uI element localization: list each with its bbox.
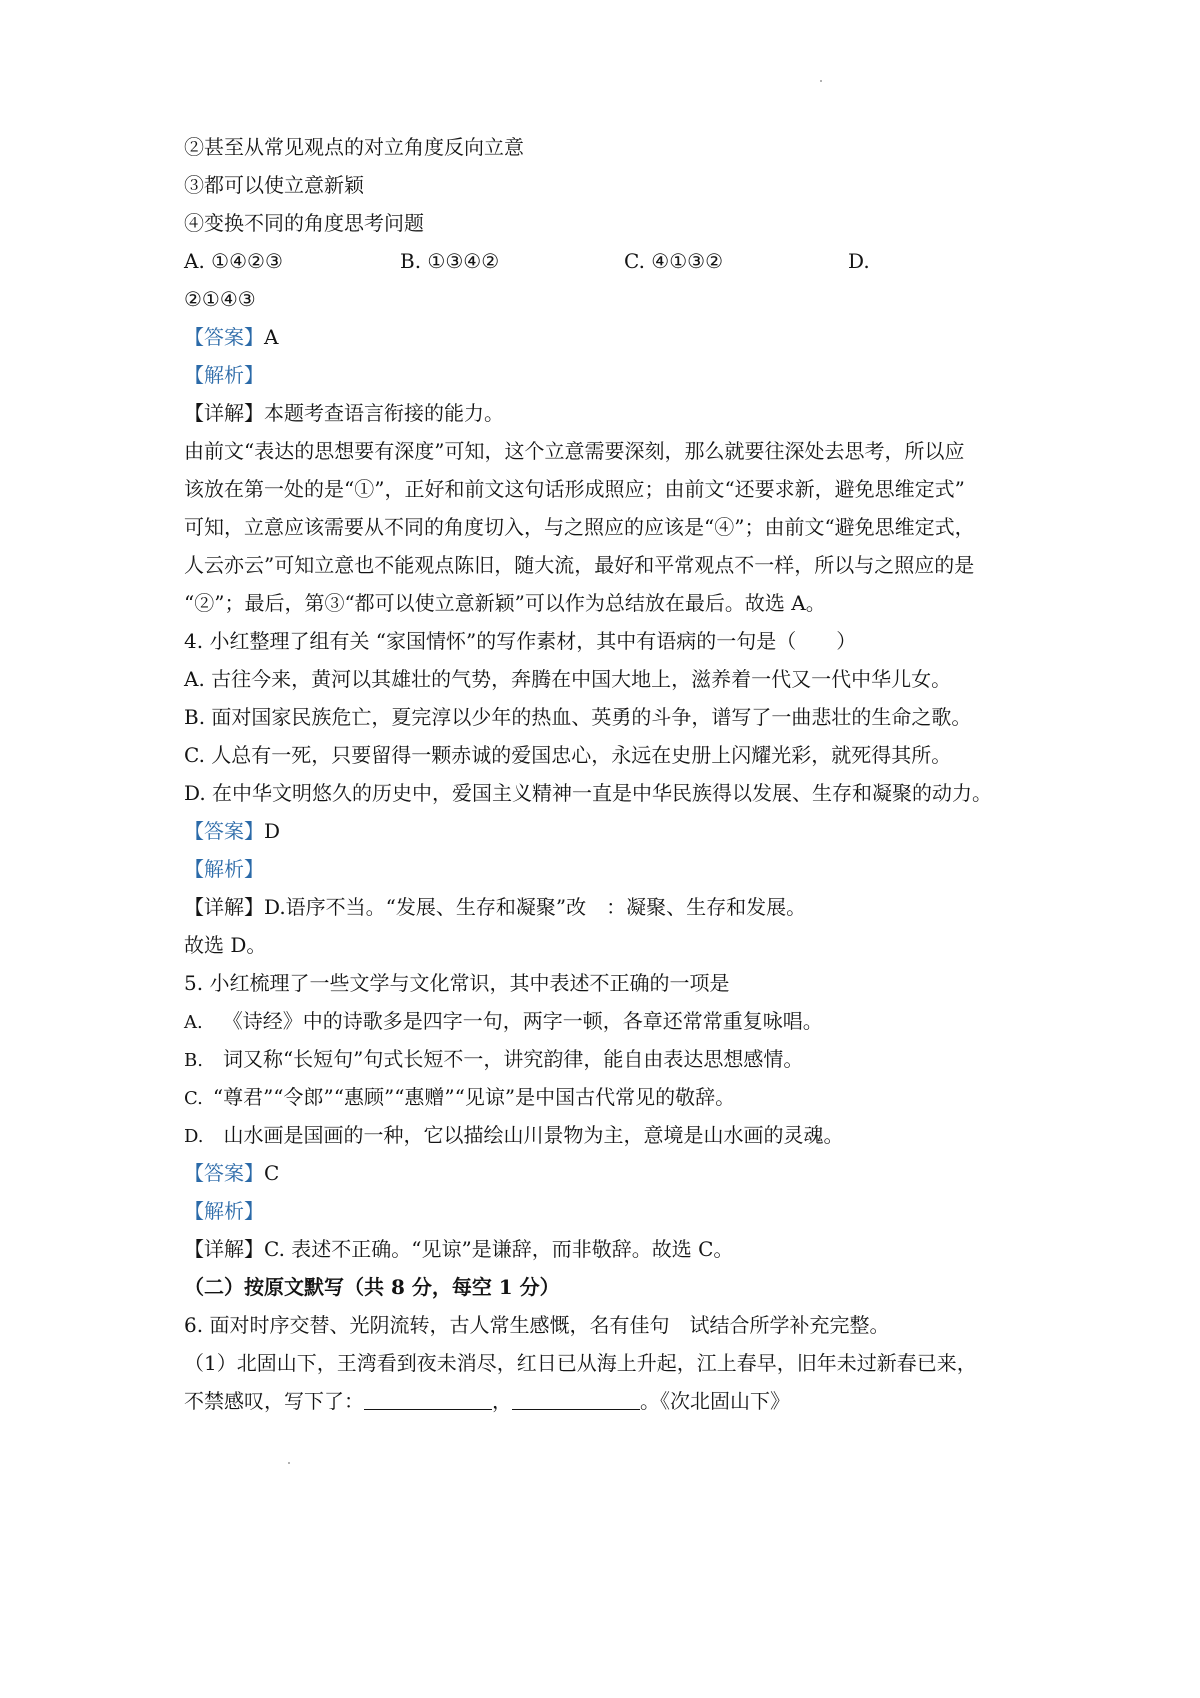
q3-detail: [184, 399, 504, 427]
q3-option-4: ④变换不同的角度思考问题: [184, 211, 424, 235]
fill-blank-1[interactable]: [364, 1391, 492, 1410]
q3-choice-a: A. ①④②③: [184, 249, 283, 273]
q4-option-c: C. 人总有一死，只要留得一颗赤诚的爱国忠心，永远在史册上闪耀光彩，就死得其所。: [184, 743, 952, 767]
q4-detail: [184, 893, 806, 921]
q6-stem: 6. 面对时序交替、光阴流转，古人常生感慨，名有佳句 试结合所学补充完整。: [184, 1313, 890, 1337]
q5-answer: [184, 1159, 279, 1187]
q6-part-1-line-1: （1）北固山下，王湾看到夜未消尽，红日已从海上升起，江上春早，旧年未过新春已来，: [184, 1351, 977, 1375]
q5-b-letter: B.: [184, 1050, 203, 1071]
scan-speck: [820, 80, 822, 82]
q4-stem: 4. 小红整理了组有关 “家国情怀”的写作素材，其中有语病的一句是（ ）: [184, 629, 857, 653]
q5-b-text: 词又称“长短句”句式长短不一，讲究韵律，能自由表达思想感情。: [222, 1047, 804, 1071]
q4-option-b: B. 面对国家民族危亡，夏完淳以少年的热血、英勇的斗争，谱写了一曲悲壮的生命之歌。: [184, 705, 972, 729]
q4-analysis-label: 【解析】: [184, 857, 264, 881]
q6-part-1-lead: 不禁感叹，写下了：: [184, 1389, 364, 1413]
q6-part-1-line-2: [184, 1387, 790, 1415]
q3-explain-line: 由前文“表达的思想要有深度”可知，这个立意需要深刻，那么就要往深处去思考，所以应: [184, 439, 965, 463]
q5-c-letter: C.: [184, 1088, 203, 1109]
q5-option-a: [184, 1007, 823, 1037]
fill-blank-2[interactable]: [512, 1391, 640, 1410]
q3-explain-line: 该放在第一处的是“①”，正好和前文这句话形成照应；由前文“还要求新，避免思维定式”: [184, 477, 965, 501]
q3-option-3: ③都可以使立意新颖: [184, 173, 364, 197]
q5-option-b: [184, 1045, 803, 1075]
q4-answer: [184, 817, 280, 845]
q3-choice-c: C. ④①③②: [624, 249, 724, 273]
detail-label: 【详解】: [184, 1237, 264, 1261]
q5-analysis-label: 【解析】: [184, 1199, 264, 1223]
q5-c-text: “尊君”“令郎”“惠顾”“惠赠”“见谅”是中国古代常见的敬辞。: [212, 1085, 736, 1109]
q5-option-c: [184, 1083, 735, 1113]
q3-explain-line: 人云亦云”可知立意也不能观点陈旧，随大流，最好和平常观点不一样，所以与之照应的是: [184, 553, 975, 577]
q3-analysis-label: 【解析】: [184, 363, 264, 387]
q3-explain-line: 可知，立意应该需要从不同的角度切入，与之照应的应该是“④”；由前文“避免思维定式，: [184, 515, 975, 539]
q5-stem: 5. 小红梳理了一些文学与文化常识，其中表述不正确的一项是: [184, 971, 730, 995]
q3-choice-d: D.: [848, 249, 870, 273]
detail-label: 【详解】: [184, 895, 264, 919]
q4-detail-text: D.语序不当。“发展、生存和凝聚”改 ：凝聚、生存和发展。: [264, 895, 807, 919]
q5-a-text: 《诗经》中的诗歌多是四字一句，两字一顿，各章还常常重复咏唱。: [222, 1009, 823, 1033]
answer-label: 【答案】: [184, 325, 264, 349]
q5-d-letter: D.: [184, 1126, 204, 1147]
q5-detail: [184, 1235, 733, 1263]
q3-answer-value: A: [264, 325, 279, 349]
q4-answer-value: D: [264, 819, 281, 843]
q5-detail-text: C. 表述不正确。“见谅”是谦辞，而非敬辞。故选 C。: [264, 1237, 734, 1261]
q4-option-d: D. 在中华文明悠久的历史中，爱国主义精神一直是中华民族得以发展、生存和凝聚的动力。: [184, 781, 993, 805]
q3-option-2: ②甚至从常见观点的对立角度反向立意: [184, 135, 524, 159]
q5-answer-value: C: [264, 1161, 280, 1185]
q6-part-1-source: 。《次北固山下》: [640, 1389, 790, 1413]
q4-conclusion: 故选 D。: [184, 933, 267, 957]
section-2-title: （二）按原文默写（共 8 分，每空 1 分）: [184, 1275, 560, 1299]
q3-explain-line: “②”；最后，第③“都可以使立意新颖”可以作为总结放在最后。故选 A。: [184, 591, 826, 615]
q3-answer: [184, 323, 278, 351]
q3-choice-b: B. ①③④②: [400, 249, 500, 273]
answer-label: 【答案】: [184, 1161, 264, 1185]
q3-detail-intro: 本题考查语言衔接的能力。: [264, 401, 504, 425]
answer-label: 【答案】: [184, 819, 264, 843]
q4-option-a: A. 古往今来，黄河以其雄壮的气势，奔腾在中国大地上，滋养着一代又一代中华儿女。: [184, 667, 952, 691]
q6-part-1-comma: ，: [492, 1389, 512, 1413]
detail-label: 【详解】: [184, 401, 264, 425]
q5-option-d: [184, 1121, 844, 1151]
q5-a-letter: A.: [184, 1012, 203, 1033]
q5-d-text: 山水画是国画的一种，它以描绘山川景物为主，意境是山水画的灵魂。: [223, 1123, 844, 1147]
scan-speck: [288, 1462, 290, 1464]
q3-choice-d-continued: ②①④③: [184, 287, 256, 311]
